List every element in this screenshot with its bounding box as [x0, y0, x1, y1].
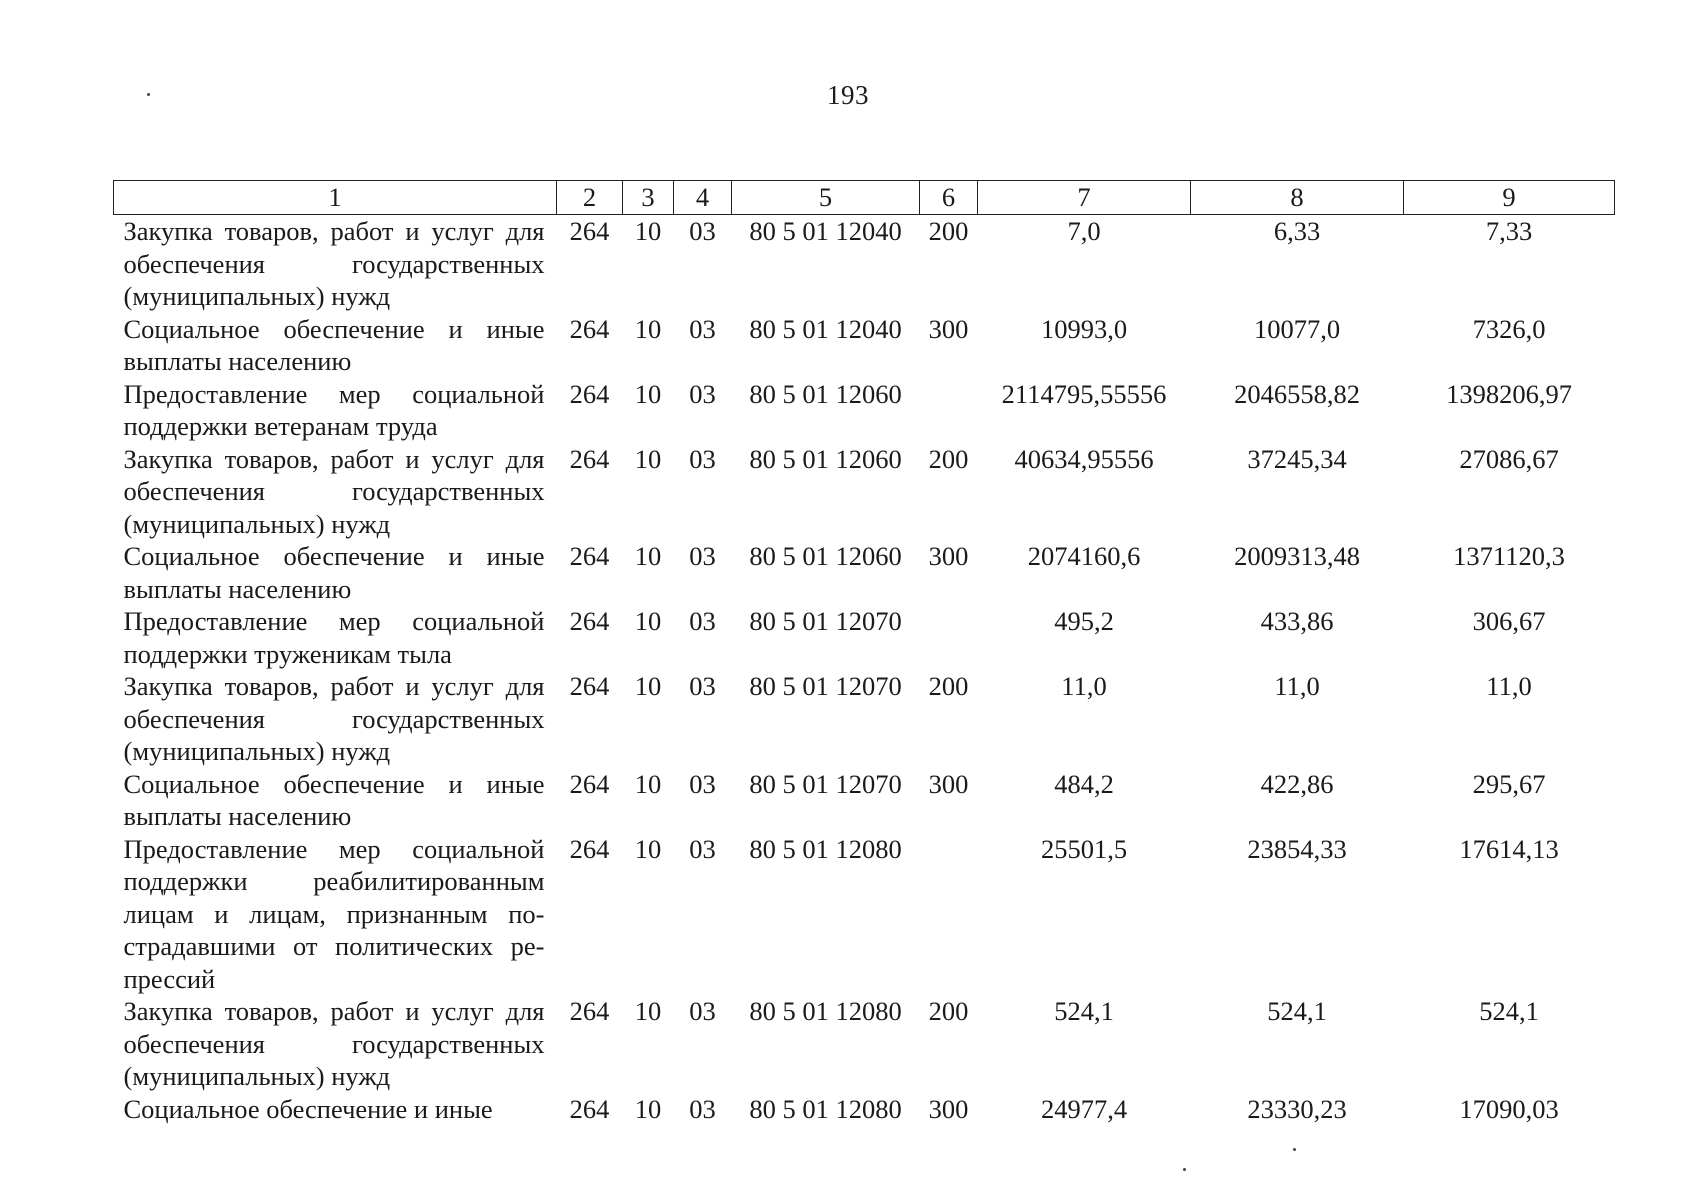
section-code-cell: 10	[634, 378, 662, 409]
scan-speck	[147, 93, 150, 96]
amount-cell-7: 2074160,6	[1027, 541, 1141, 571]
amount-cell-7: 10993,0	[1040, 313, 1128, 344]
expense-name-cell: Социальное обеспечение и иные выплаты населению	[123, 768, 545, 831]
amount-cell-9: 295,67	[1472, 768, 1546, 799]
section-code-cell: 10	[634, 671, 662, 701]
section-code-cell: 10	[634, 606, 662, 636]
expense-name-cell: Социальное обеспечение и иные	[123, 1093, 493, 1124]
subsection-code-cell: 03	[689, 313, 716, 344]
table-row	[114, 215, 1615, 313]
table-row	[114, 1093, 1615, 1126]
expense-type-cell: 300	[928, 768, 969, 799]
subsection-code-cell: 03	[689, 378, 716, 409]
expense-type-cell: 200	[928, 671, 969, 701]
expense-name-cell: Закупка товаров, работ и услуг для обеспечения государственных (муниципальных) нужд	[123, 443, 545, 539]
ministry-code-cell: 264	[569, 216, 610, 246]
expense-type-cell: 300	[928, 541, 969, 571]
amount-cell-7: 40634,95556	[1014, 443, 1154, 474]
ministry-code-cell: 264	[569, 671, 610, 701]
table-row	[114, 313, 1615, 378]
amount-cell-8: 23330,23	[1247, 1093, 1347, 1124]
amount-cell-7: 2114795,55556	[1001, 378, 1167, 409]
section-code-cell: 10	[634, 541, 662, 571]
amount-cell-7: 484,2	[1054, 768, 1114, 799]
subsection-code-cell: 03	[689, 768, 716, 799]
budget-table	[113, 180, 1615, 1125]
section-code-cell: 10	[634, 1093, 662, 1124]
expense-name-cell: Социальное обеспечение и иные выплаты населению	[123, 541, 545, 604]
amount-cell-8: 6,33	[1273, 216, 1321, 246]
target-article-cell: 80 5 01 12070	[749, 671, 902, 701]
ministry-code-cell: 264	[569, 606, 610, 636]
table-row	[114, 443, 1615, 541]
column-header-5: 5	[732, 181, 920, 215]
ministry-code-cell: 264	[569, 996, 610, 1026]
amount-cell-9: 17090,03	[1459, 1093, 1559, 1124]
amount-cell-9: 17614,13	[1459, 833, 1559, 864]
amount-cell-9: 27086,67	[1459, 443, 1559, 474]
amount-cell-8: 524,1	[1267, 996, 1327, 1026]
amount-cell-7: 495,2	[1054, 606, 1114, 636]
ministry-code-cell: 264	[569, 378, 610, 409]
amount-cell-8: 433,86	[1260, 606, 1334, 636]
scan-speck	[1183, 1168, 1186, 1171]
table-row	[114, 833, 1615, 996]
ministry-code-cell: 264	[569, 833, 610, 864]
expense-type-cell: 300	[928, 1093, 969, 1124]
ministry-code-cell: 264	[569, 313, 610, 344]
amount-cell-9: 1371120,3	[1453, 541, 1565, 571]
target-article-cell: 80 5 01 12060	[749, 541, 902, 571]
expense-name-cell: Социальное обеспечение и иные выплаты населению	[123, 313, 545, 376]
column-header-1: 1	[114, 181, 557, 215]
table-row	[114, 605, 1615, 670]
table-row	[114, 540, 1615, 605]
ministry-code-cell: 264	[569, 1093, 610, 1124]
amount-cell-9: 11,0	[1486, 671, 1532, 701]
expense-name-cell: Предоставление мер социальной поддержки ветеранам труда	[123, 378, 545, 441]
section-code-cell: 10	[634, 313, 662, 344]
target-article-cell: 80 5 01 12080	[749, 996, 902, 1026]
section-code-cell: 10	[634, 996, 662, 1026]
target-article-cell: 80 5 01 12040	[749, 313, 902, 344]
amount-cell-8: 10077,0	[1253, 313, 1341, 344]
expense-type-cell: 200	[928, 443, 969, 474]
column-header-4: 4	[674, 181, 732, 215]
table-row	[114, 995, 1615, 1093]
amount-cell-8: 37245,34	[1247, 443, 1347, 474]
expense-name-cell: Закупка товаров, работ и услуг для обеспечения государственных (муниципальных) нужд	[123, 996, 545, 1091]
subsection-code-cell: 03	[689, 606, 716, 636]
expense-name-cell: Предоставление мер социальной поддержки реабилитированным лицам и лицам, признанным по-страдавшими от политических ре-прессий	[123, 833, 545, 994]
expense-name-cell: Предоставление мер социальной поддержки труженикам тыла	[123, 606, 545, 669]
expense-name-cell: Закупка товаров, работ и услуг для обеспечения государственных (муниципальных) нужд	[123, 216, 545, 311]
scan-speck	[1293, 1148, 1296, 1151]
subsection-code-cell: 03	[689, 443, 716, 474]
amount-cell-9: 524,1	[1479, 996, 1539, 1026]
target-article-cell: 80 5 01 12040	[749, 216, 902, 246]
page-number: 193	[827, 80, 869, 110]
amount-cell-8: 11,0	[1274, 671, 1320, 701]
subsection-code-cell: 03	[689, 541, 716, 571]
column-header-2: 2	[557, 181, 623, 215]
target-article-cell: 80 5 01 12080	[749, 1093, 902, 1124]
subsection-code-cell: 03	[689, 996, 716, 1026]
ministry-code-cell: 264	[569, 541, 610, 571]
table-header	[114, 181, 1615, 215]
expense-type-cell: 300	[928, 313, 969, 344]
subsection-code-cell: 03	[689, 216, 716, 246]
amount-cell-9: 306,67	[1472, 606, 1546, 636]
target-article-cell: 80 5 01 12070	[749, 768, 902, 799]
amount-cell-7: 25501,5	[1040, 833, 1128, 864]
ministry-code-cell: 264	[569, 768, 610, 799]
amount-cell-9: 1398206,97	[1446, 378, 1572, 409]
amount-cell-7: 7,0	[1067, 216, 1101, 246]
amount-cell-8: 422,86	[1260, 768, 1334, 799]
expense-type-cell: 200	[928, 996, 969, 1026]
target-article-cell: 80 5 01 12070	[749, 606, 902, 636]
section-code-cell: 10	[634, 833, 662, 864]
section-code-cell: 10	[634, 768, 662, 799]
column-header-6: 6	[920, 181, 978, 215]
amount-cell-7: 524,1	[1054, 996, 1114, 1026]
subsection-code-cell: 03	[689, 1093, 716, 1124]
ministry-code-cell: 264	[569, 443, 610, 474]
amount-cell-7: 11,0	[1061, 671, 1107, 701]
amount-cell-7: 24977,4	[1040, 1093, 1128, 1124]
target-article-cell: 80 5 01 12060	[749, 443, 902, 474]
header-row	[114, 181, 1615, 215]
amount-cell-8: 2009313,48	[1234, 541, 1360, 571]
section-code-cell: 10	[634, 443, 662, 474]
column-header-8: 8	[1191, 181, 1404, 215]
expense-type-cell	[920, 605, 978, 670]
subsection-code-cell: 03	[689, 671, 716, 701]
section-code-cell: 10	[634, 216, 662, 246]
column-header-3: 3	[623, 181, 674, 215]
subsection-code-cell: 03	[689, 833, 716, 864]
table-row	[114, 670, 1615, 768]
amount-cell-9: 7326,0	[1472, 313, 1546, 344]
table-row	[114, 768, 1615, 833]
expense-type-cell	[920, 378, 978, 443]
table-row	[114, 378, 1615, 443]
column-header-9: 9	[1404, 181, 1615, 215]
expense-type-cell	[920, 833, 978, 996]
amount-cell-9: 7,33	[1485, 216, 1533, 246]
expense-type-cell: 200	[928, 216, 969, 246]
column-header-7: 7	[978, 181, 1191, 215]
amount-cell-8: 2046558,82	[1234, 378, 1360, 409]
amount-cell-8: 23854,33	[1247, 833, 1347, 864]
table-body	[114, 215, 1615, 1126]
target-article-cell: 80 5 01 12080	[749, 833, 902, 864]
expense-name-cell: Закупка товаров, работ и услуг для обеспечения государственных (муниципальных) нужд	[123, 671, 545, 766]
target-article-cell: 80 5 01 12060	[749, 378, 902, 409]
